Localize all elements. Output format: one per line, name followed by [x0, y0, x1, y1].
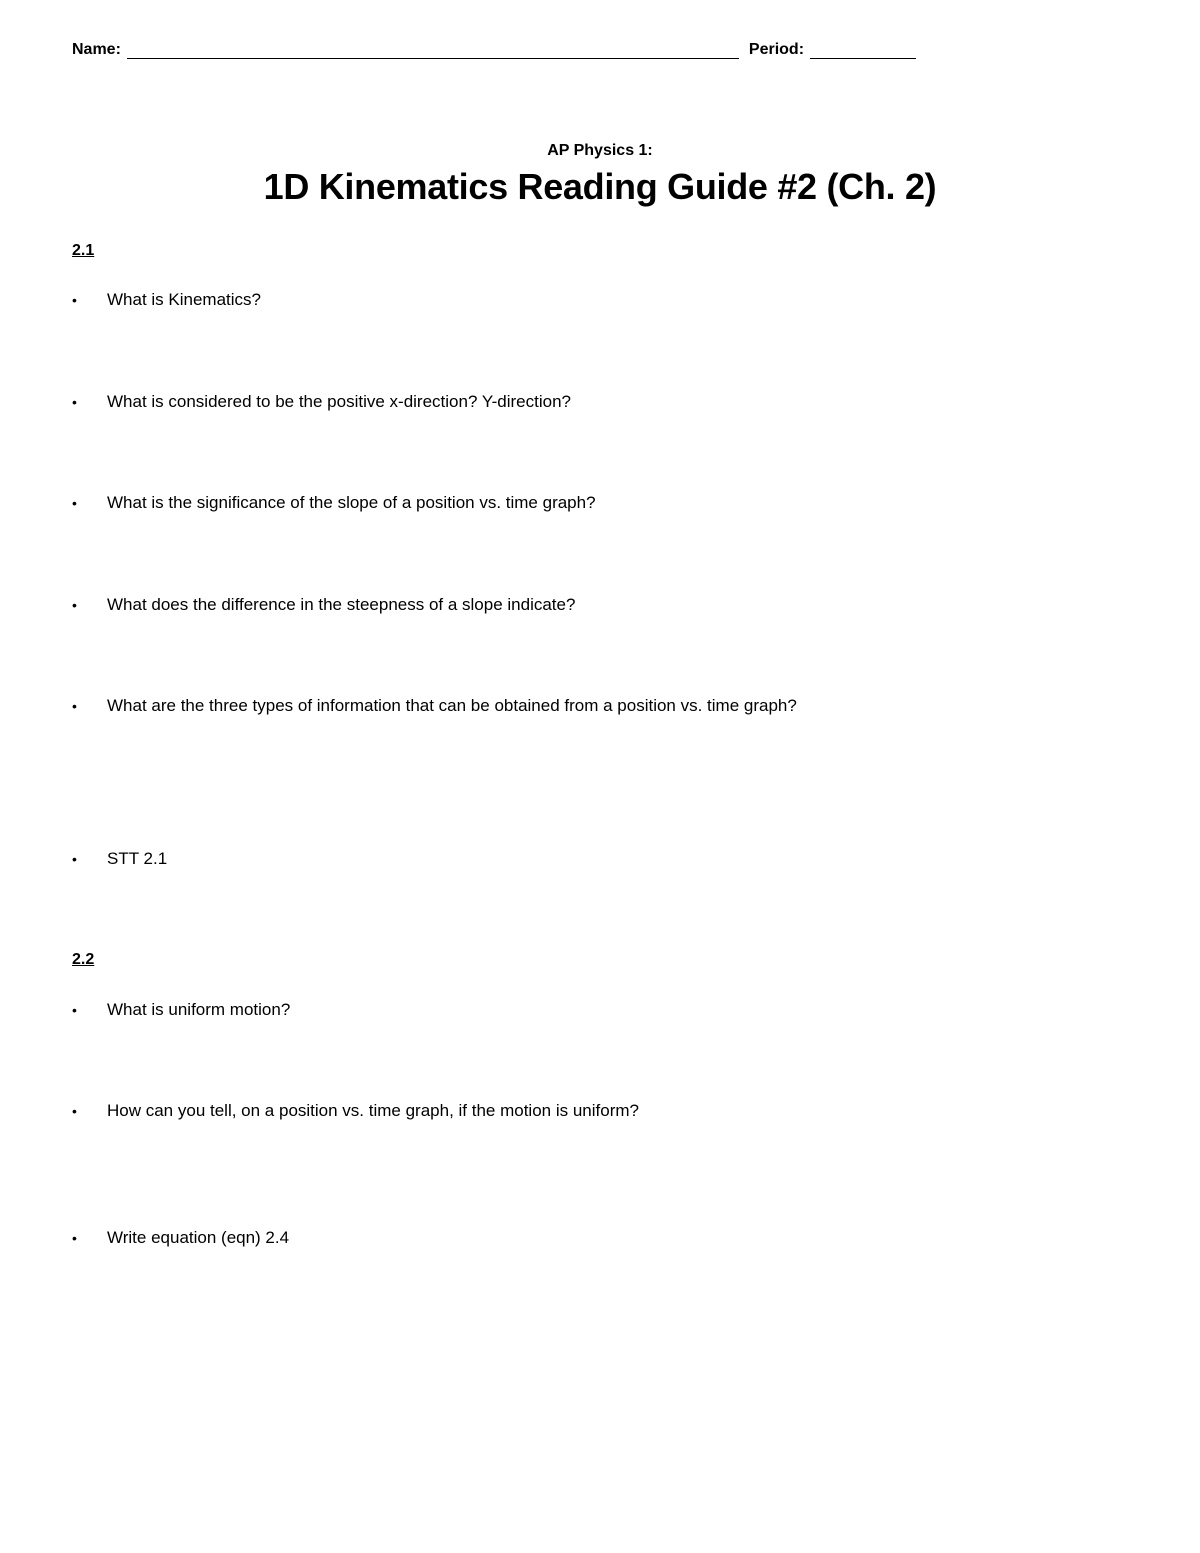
question-text: What is considered to be the positive x-direction? Y-direction? [107, 392, 571, 411]
bullet-icon: • [72, 1103, 77, 1119]
period-blank[interactable] [810, 40, 916, 59]
name-label: Name: [72, 41, 121, 58]
course-subtitle: AP Physics 1: [547, 142, 653, 159]
section-heading-2-1: 2.1 [72, 242, 95, 259]
question-item [72, 392, 571, 412]
question-item [72, 696, 797, 716]
question-item [72, 290, 261, 310]
bullet-icon: • [72, 1002, 77, 1018]
question-text: What is the significance of the slope of a position vs. time graph? [107, 493, 596, 512]
question-item [72, 595, 575, 615]
question-text: How can you tell, on a position vs. time graph, if the motion is uniform? [107, 1101, 639, 1120]
bullet-icon: • [72, 597, 77, 613]
name-period-line [72, 40, 916, 59]
bullet-icon: • [72, 698, 77, 714]
bullet-icon: • [72, 1230, 77, 1246]
question-text: Write equation (eqn) 2.4 [107, 1228, 290, 1247]
question-item [72, 1000, 290, 1020]
name-blank[interactable] [127, 40, 739, 59]
question-item [72, 1101, 639, 1121]
question-text: What does the difference in the steepness of a slope indicate? [107, 595, 576, 614]
question-item [72, 1228, 289, 1248]
question-text: What is Kinematics? [107, 290, 261, 309]
period-label: Period: [748, 41, 805, 58]
bullet-icon: • [72, 851, 77, 867]
question-item [72, 493, 596, 513]
bullet-icon: • [72, 394, 77, 410]
bullet-icon: • [72, 292, 77, 308]
question-text: What is uniform motion? [107, 1000, 291, 1019]
page-title: 1D Kinematics Reading Guide #2 (Ch. 2) [263, 166, 937, 207]
section-heading-2-2: 2.2 [72, 951, 95, 968]
bullet-icon: • [72, 495, 77, 511]
question-text: What are the three types of information that can be obtained from a position vs. time graph? [107, 696, 797, 715]
question-item [72, 849, 167, 869]
question-text: STT 2.1 [107, 849, 168, 868]
